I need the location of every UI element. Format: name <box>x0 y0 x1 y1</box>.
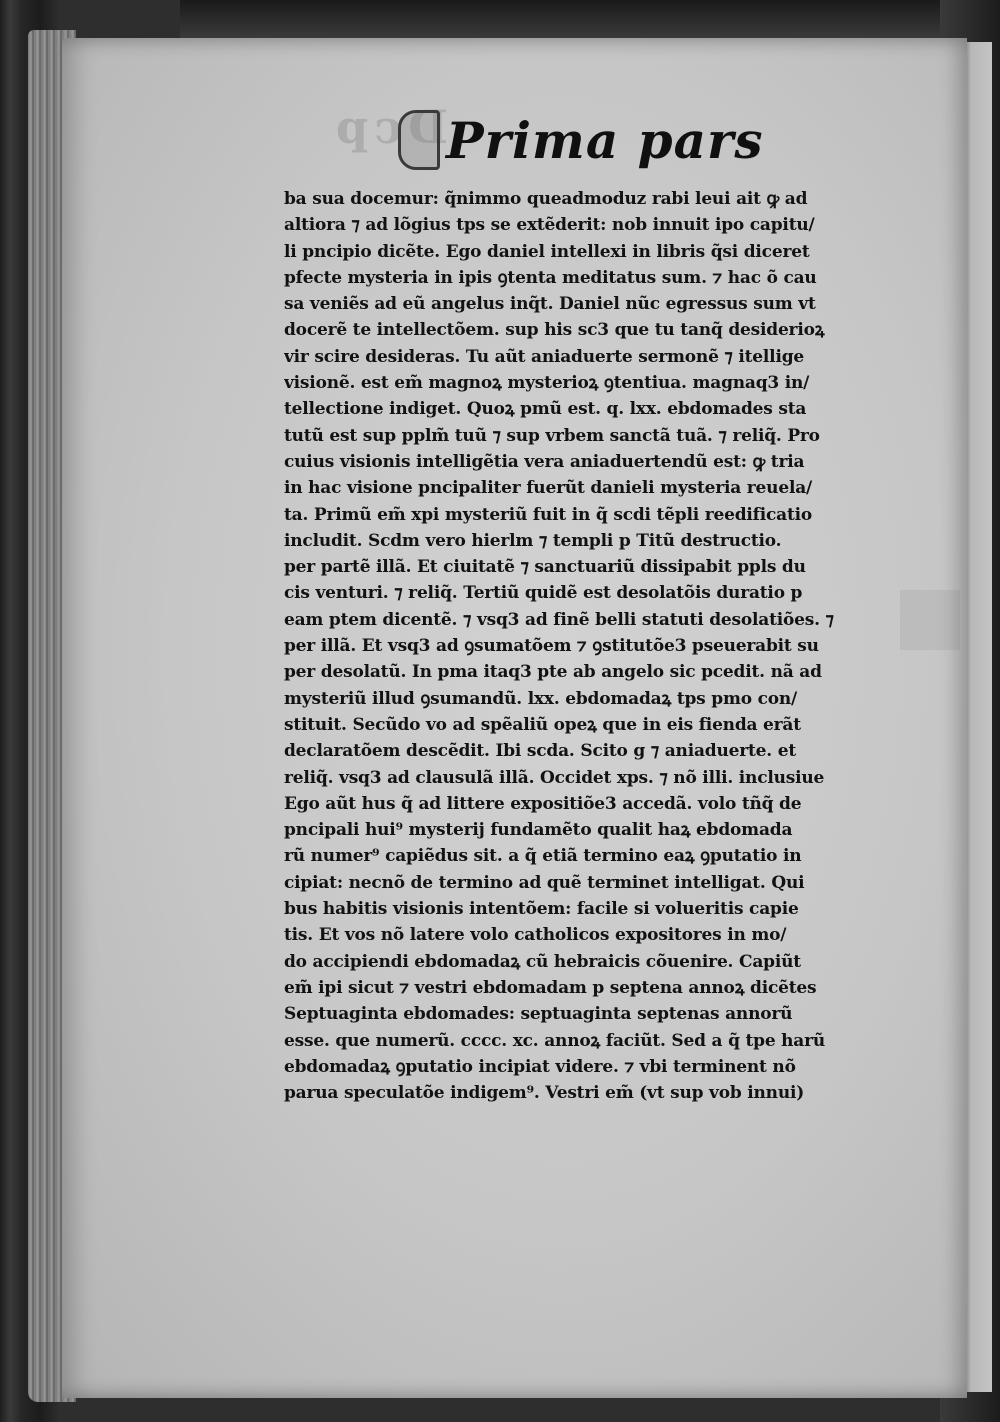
body-text <box>284 186 864 1106</box>
text-line: do accipiendi ebdomadaꝝ cũ hebraicis cõuenire. Capiũt <box>284 951 801 972</box>
text-line: cuius visionis intelligẽtia vera aniaduertendũ est: ꝙ tria <box>284 451 805 472</box>
text-line: Septuaginta ebdomades: septuaginta septenas annorũ <box>284 1004 793 1025</box>
text-line: li pncipio dicẽte. Ego daniel intellexi in libris q̃si diceret <box>284 241 810 262</box>
text-line: ta. Primũ em̃ xpi mysteriũ fuit in q̃ scdi tẽpli reedificatio <box>284 504 813 525</box>
text-line: Ego aũt hus q̃ ad littere expositiõe3 accedã. volo tñq̃ de <box>284 793 802 814</box>
text-line: parua speculatõe indigem⁹. Vestri em̃ (vt sup vob innui) <box>284 1083 805 1104</box>
decorated-initial-icon <box>398 110 440 170</box>
text-line: stituit. Secũdo vo ad spẽaliũ opeꝝ que in eis fienda erãt <box>284 714 801 735</box>
text-line: cis venturi. ⁊ reliq̃. Tertiũ quidẽ est desolatõis duratio p <box>284 583 803 604</box>
text-line: em̃ ipi sicut ⁊ vestri ebdomadam p septena annoꝝ dicẽtes <box>284 977 817 998</box>
text-line: cipiat: necnõ de termino ad quẽ terminet intelligat. Qui <box>284 872 805 893</box>
text-line: bus habitis visionis intentõem: facile si volueritis capie <box>284 899 799 920</box>
text-line: esse. que numerũ. cccc. xc. annoꝝ faciũt. Sed a q̃ tpe harũ <box>284 1030 826 1051</box>
top-binding-shadow <box>180 0 950 40</box>
text-line: reliq̃. vsq3 ad clausulã illã. Occidet xps. ⁊ nõ illi. inclusiue <box>284 767 825 788</box>
text-line: pncipali hui⁹ mysterij fundamẽto qualit haꝝ ebdomada <box>284 820 793 841</box>
text-line: tutũ est sup pplm̃ tuũ ⁊ sup vrbem sanctã tuã. ⁊ reliq̃. Pro <box>284 425 820 446</box>
heading-text: Prima pars <box>446 110 764 170</box>
text-line: declaratõem descẽdit. Ibi scda. Scito g ⁊ aniaduerte. et <box>284 741 796 762</box>
text-line: ba sua docemur: q̃nimmo queadmoduz rabi leui ait ꝙ ad <box>284 189 808 209</box>
text-line: per illã. Et vsq3 ad ꝯsumatõem ⁊ ꝯstitutõe3 pseuerabit su <box>284 636 819 657</box>
text-line: tellectione indiget. Quoꝝ pmũ est. q. lxx. ebdomades sta <box>284 399 807 420</box>
show-through-stain <box>900 590 960 650</box>
text-line: includit. Scdm vero hierlm ⁊ templi p Titũ destructio. <box>284 530 782 551</box>
text-line: mysteriũ illud ꝯsumandũ. lxx. ebdomadaꝝ tps pmo con/ <box>284 688 798 709</box>
text-line: pfecte mysteria in ipis ꝯtenta meditatus sum. ⁊ hac õ cau <box>284 267 817 288</box>
text-line: vir scire desideras. Tu aũt aniaduerte sermonẽ ⁊ itellige <box>284 346 804 367</box>
text-line: docerẽ te intellectõem. sup his sc3 que tu tanq̃ desiderioꝝ <box>284 320 825 341</box>
text-line: in hac visione pncipaliter fuerũt danieli mysteria reuela/ <box>284 478 813 499</box>
text-line: eam ptem dicentẽ. ⁊ vsq3 ad finẽ belli statuti desolatiões. ⁊ <box>284 609 834 630</box>
text-line: per partẽ illã. Et ciuitatẽ ⁊ sanctuariũ dissipabit ppls du <box>284 557 806 578</box>
text-line: rũ numer⁹ capiẽdus sit. a q̃ etiã termino eaꝝ ꝯputatio in <box>284 846 802 867</box>
text-line: sa veniẽs ad eũ angelus inq̃t. Daniel nũc egressus sum vt <box>284 294 816 315</box>
text-line: ebdomadaꝝ ꝯputatio incipiat videre. ⁊ vbi terminent nõ <box>284 1056 796 1077</box>
text-line: tis. Et vos nõ latere volo catholicos expositores in mo/ <box>284 925 787 946</box>
text-line: visionẽ. est em̃ magnoꝝ mysterioꝝ ꝯtentiua. magnaq3 in/ <box>284 373 810 394</box>
page-heading <box>398 100 764 180</box>
text-line: per desolatũ. In pma itaq3 pte ab angelo sic pcedit. nã ad <box>284 662 822 683</box>
text-line: altiora ⁊ ad lõgius tps se extẽderit: nob innuit ipo capitu/ <box>284 215 815 236</box>
